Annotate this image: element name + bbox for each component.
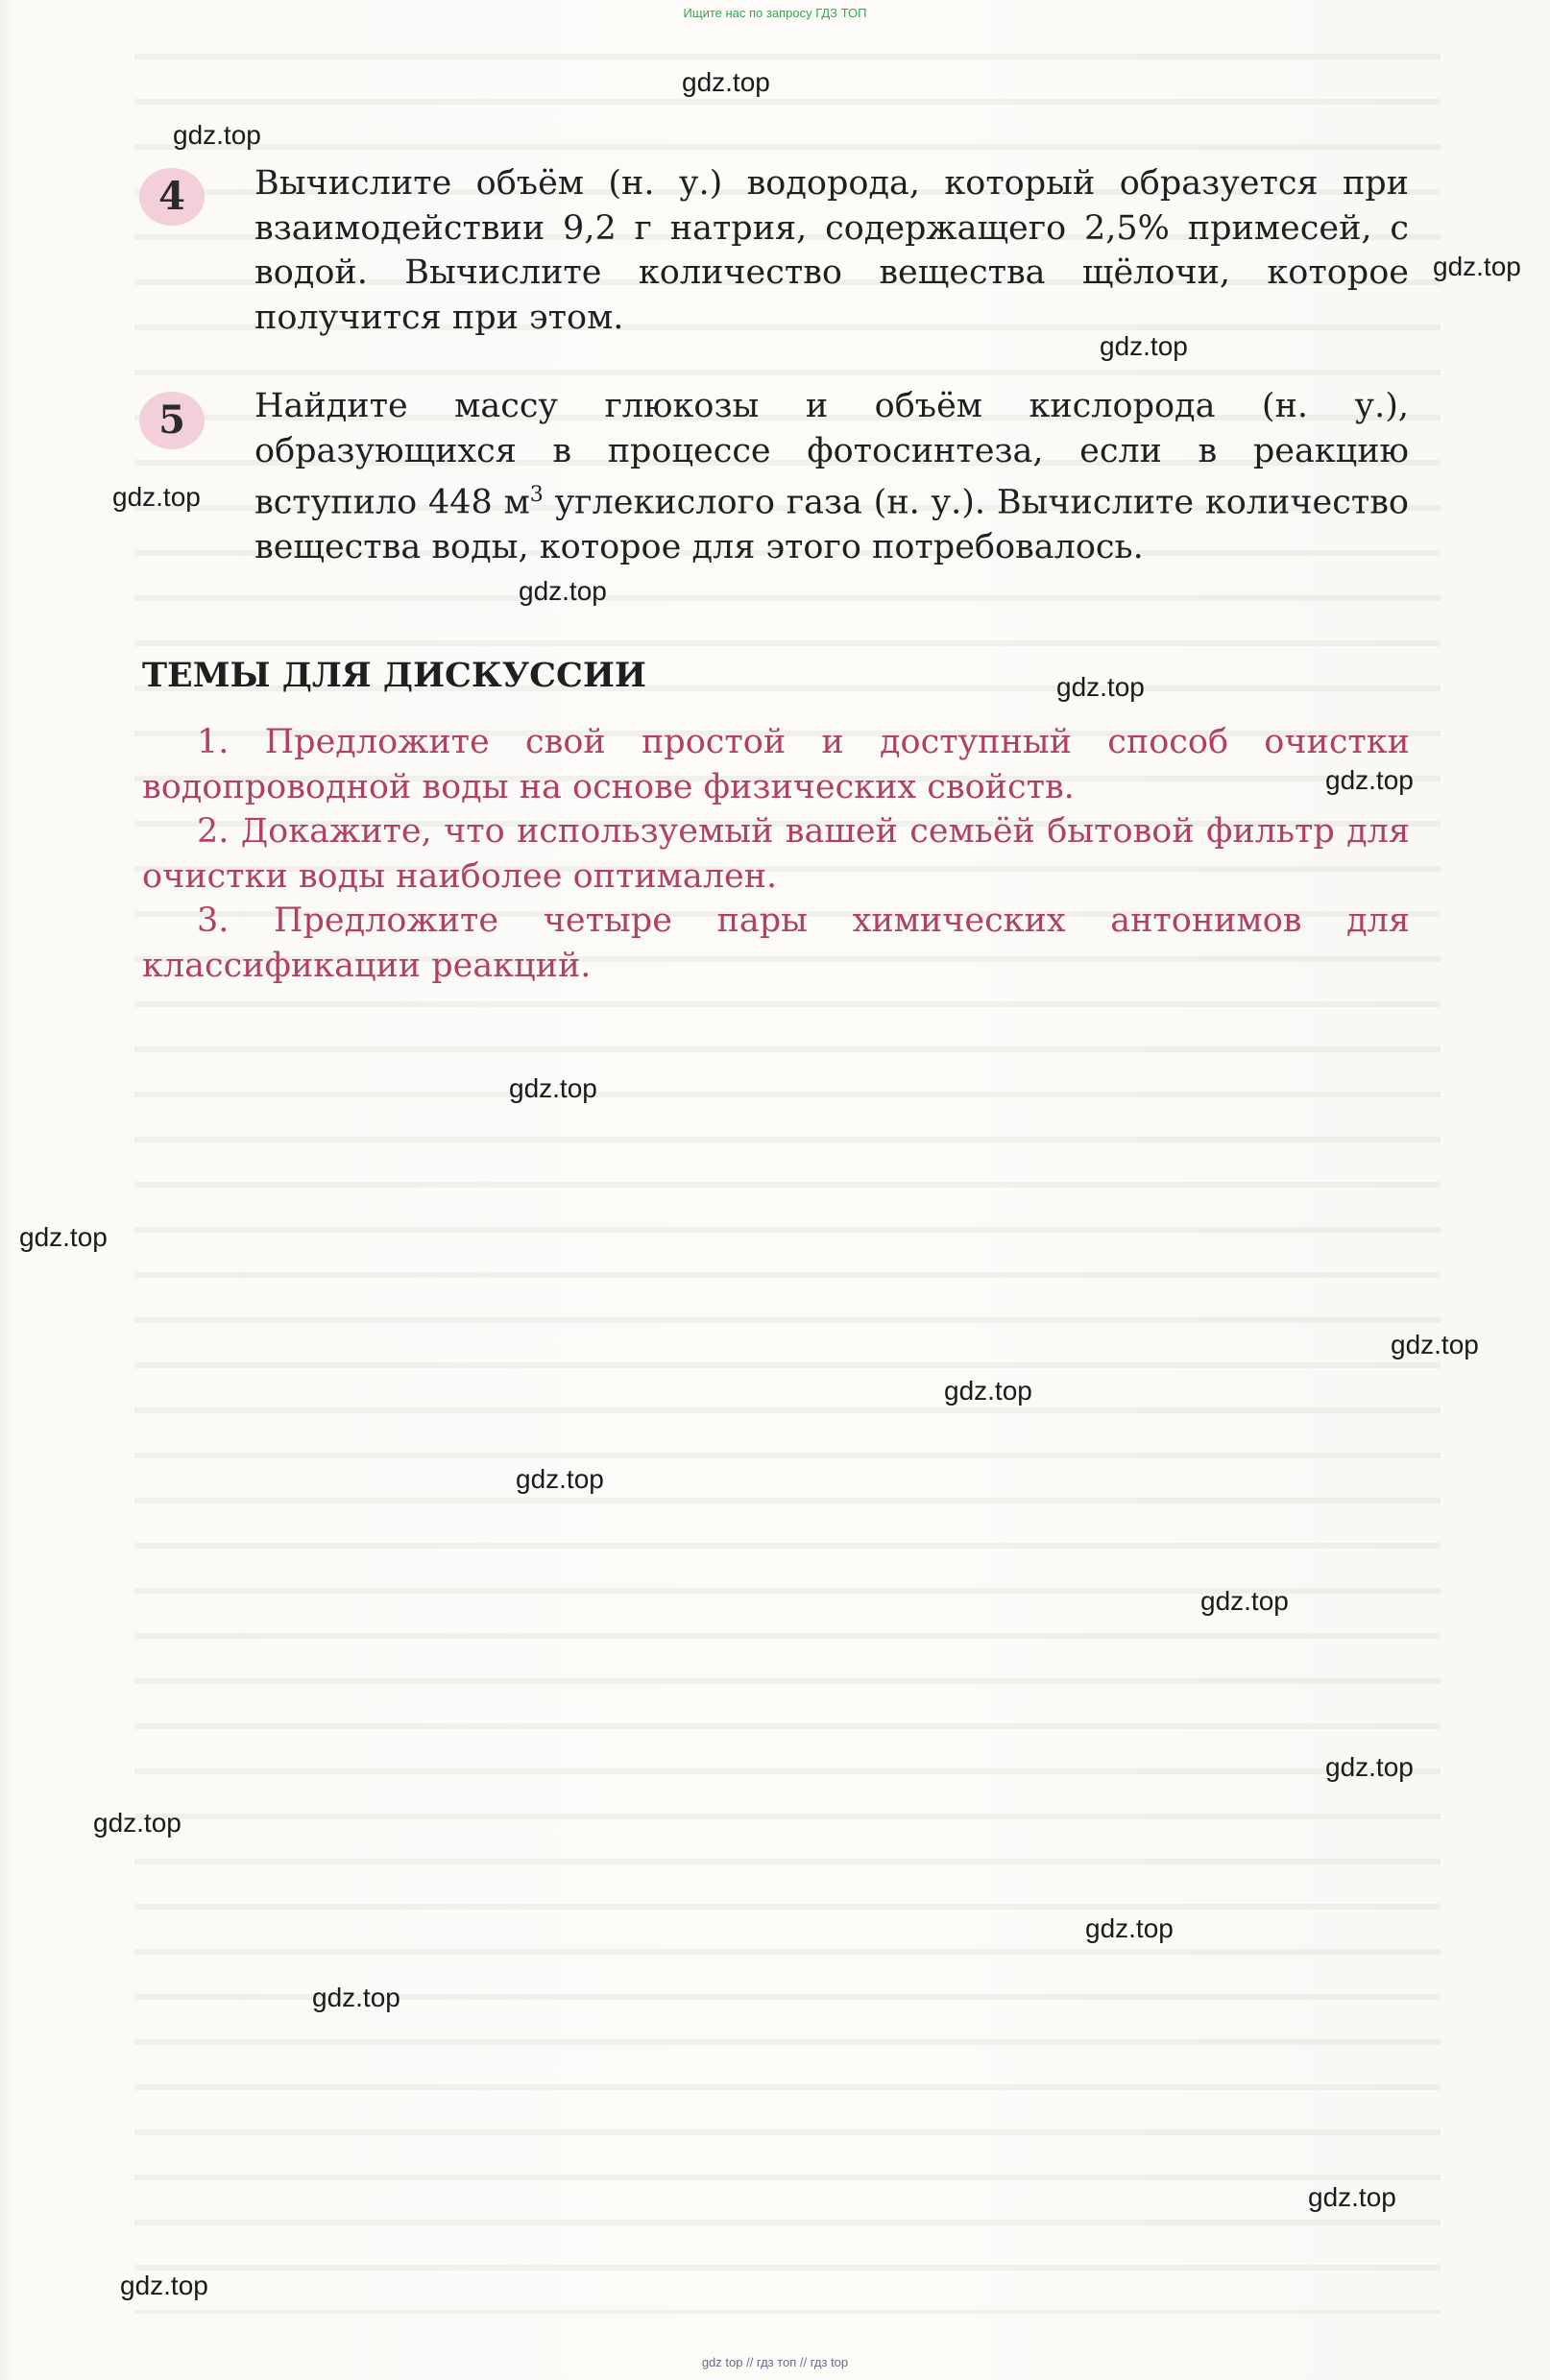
- task-number-badge: 4: [139, 168, 205, 226]
- discussion-heading: ТЕМЫ ДЛЯ ДИСКУССИИ: [142, 656, 646, 695]
- watermark: gdz.top: [1325, 1752, 1414, 1782]
- watermark: gdz.top: [1308, 2182, 1396, 2212]
- watermark: gdz.top: [93, 1808, 182, 1838]
- discussion-item: 3. Предложите четыре пары химических антонимов для классификации реакций.: [142, 902, 1410, 985]
- task-5-text: [254, 384, 1409, 570]
- watermark: gdz.top: [1433, 252, 1521, 281]
- discussion-list: [142, 720, 1410, 988]
- superscript: 3: [529, 483, 544, 507]
- watermark: gdz.top: [312, 1983, 400, 2012]
- watermark: gdz.top: [682, 67, 770, 97]
- top-banner[interactable]: Ищите нас по запросу ГДЗ ТОП: [683, 6, 867, 20]
- watermark: gdz.top: [1391, 1330, 1479, 1359]
- watermark: gdz.top: [519, 576, 607, 606]
- watermark: gdz.top: [120, 2271, 208, 2300]
- watermark: gdz.top: [516, 1464, 604, 1494]
- bottom-banner[interactable]: gdz top // гдз топ // гдз top: [701, 2355, 849, 2369]
- watermark: gdz.top: [1085, 1913, 1174, 1943]
- watermark: gdz.top: [1200, 1586, 1289, 1616]
- watermark: gdz.top: [1100, 331, 1188, 361]
- task-number-badge: 5: [139, 392, 205, 449]
- task-5-text-part: Найдите массу глюкозы и объём кислорода (н. у.), образующихся в процессе фотосинтеза, если в реакцию вступило 448 м: [254, 387, 1409, 522]
- watermark: gdz.top: [112, 482, 201, 512]
- watermark: gdz.top: [1325, 765, 1414, 795]
- watermark: gdz.top: [1056, 672, 1145, 702]
- task-5-text-part: углекислого газа (н. у.). Вычислите количество вещества воды, которое для этого потребовалось.: [254, 483, 1409, 567]
- watermark: gdz.top: [509, 1073, 597, 1103]
- discussion-item: 1. Предложите свой простой и доступный способ очистки водопроводной воды на основе физических свойств.: [142, 723, 1410, 806]
- task-4-text: Вычислите объём (н. у.) водорода, который образуется при взаимодействии 9,2 г натрия, содержащего 2,5% примесей, с водой. Вычислите количество вещества щёлочи, которое получится при этом.: [254, 164, 1409, 337]
- bleed-through-texture: [134, 29, 1441, 2314]
- watermark: gdz.top: [944, 1376, 1032, 1406]
- watermark: gdz.top: [19, 1222, 108, 1252]
- discussion-item: 2. Докажите, что используемый вашей семьёй бытовой фильтр для очистки воды наиболее оптимален.: [142, 812, 1410, 896]
- watermark: gdz.top: [173, 120, 261, 150]
